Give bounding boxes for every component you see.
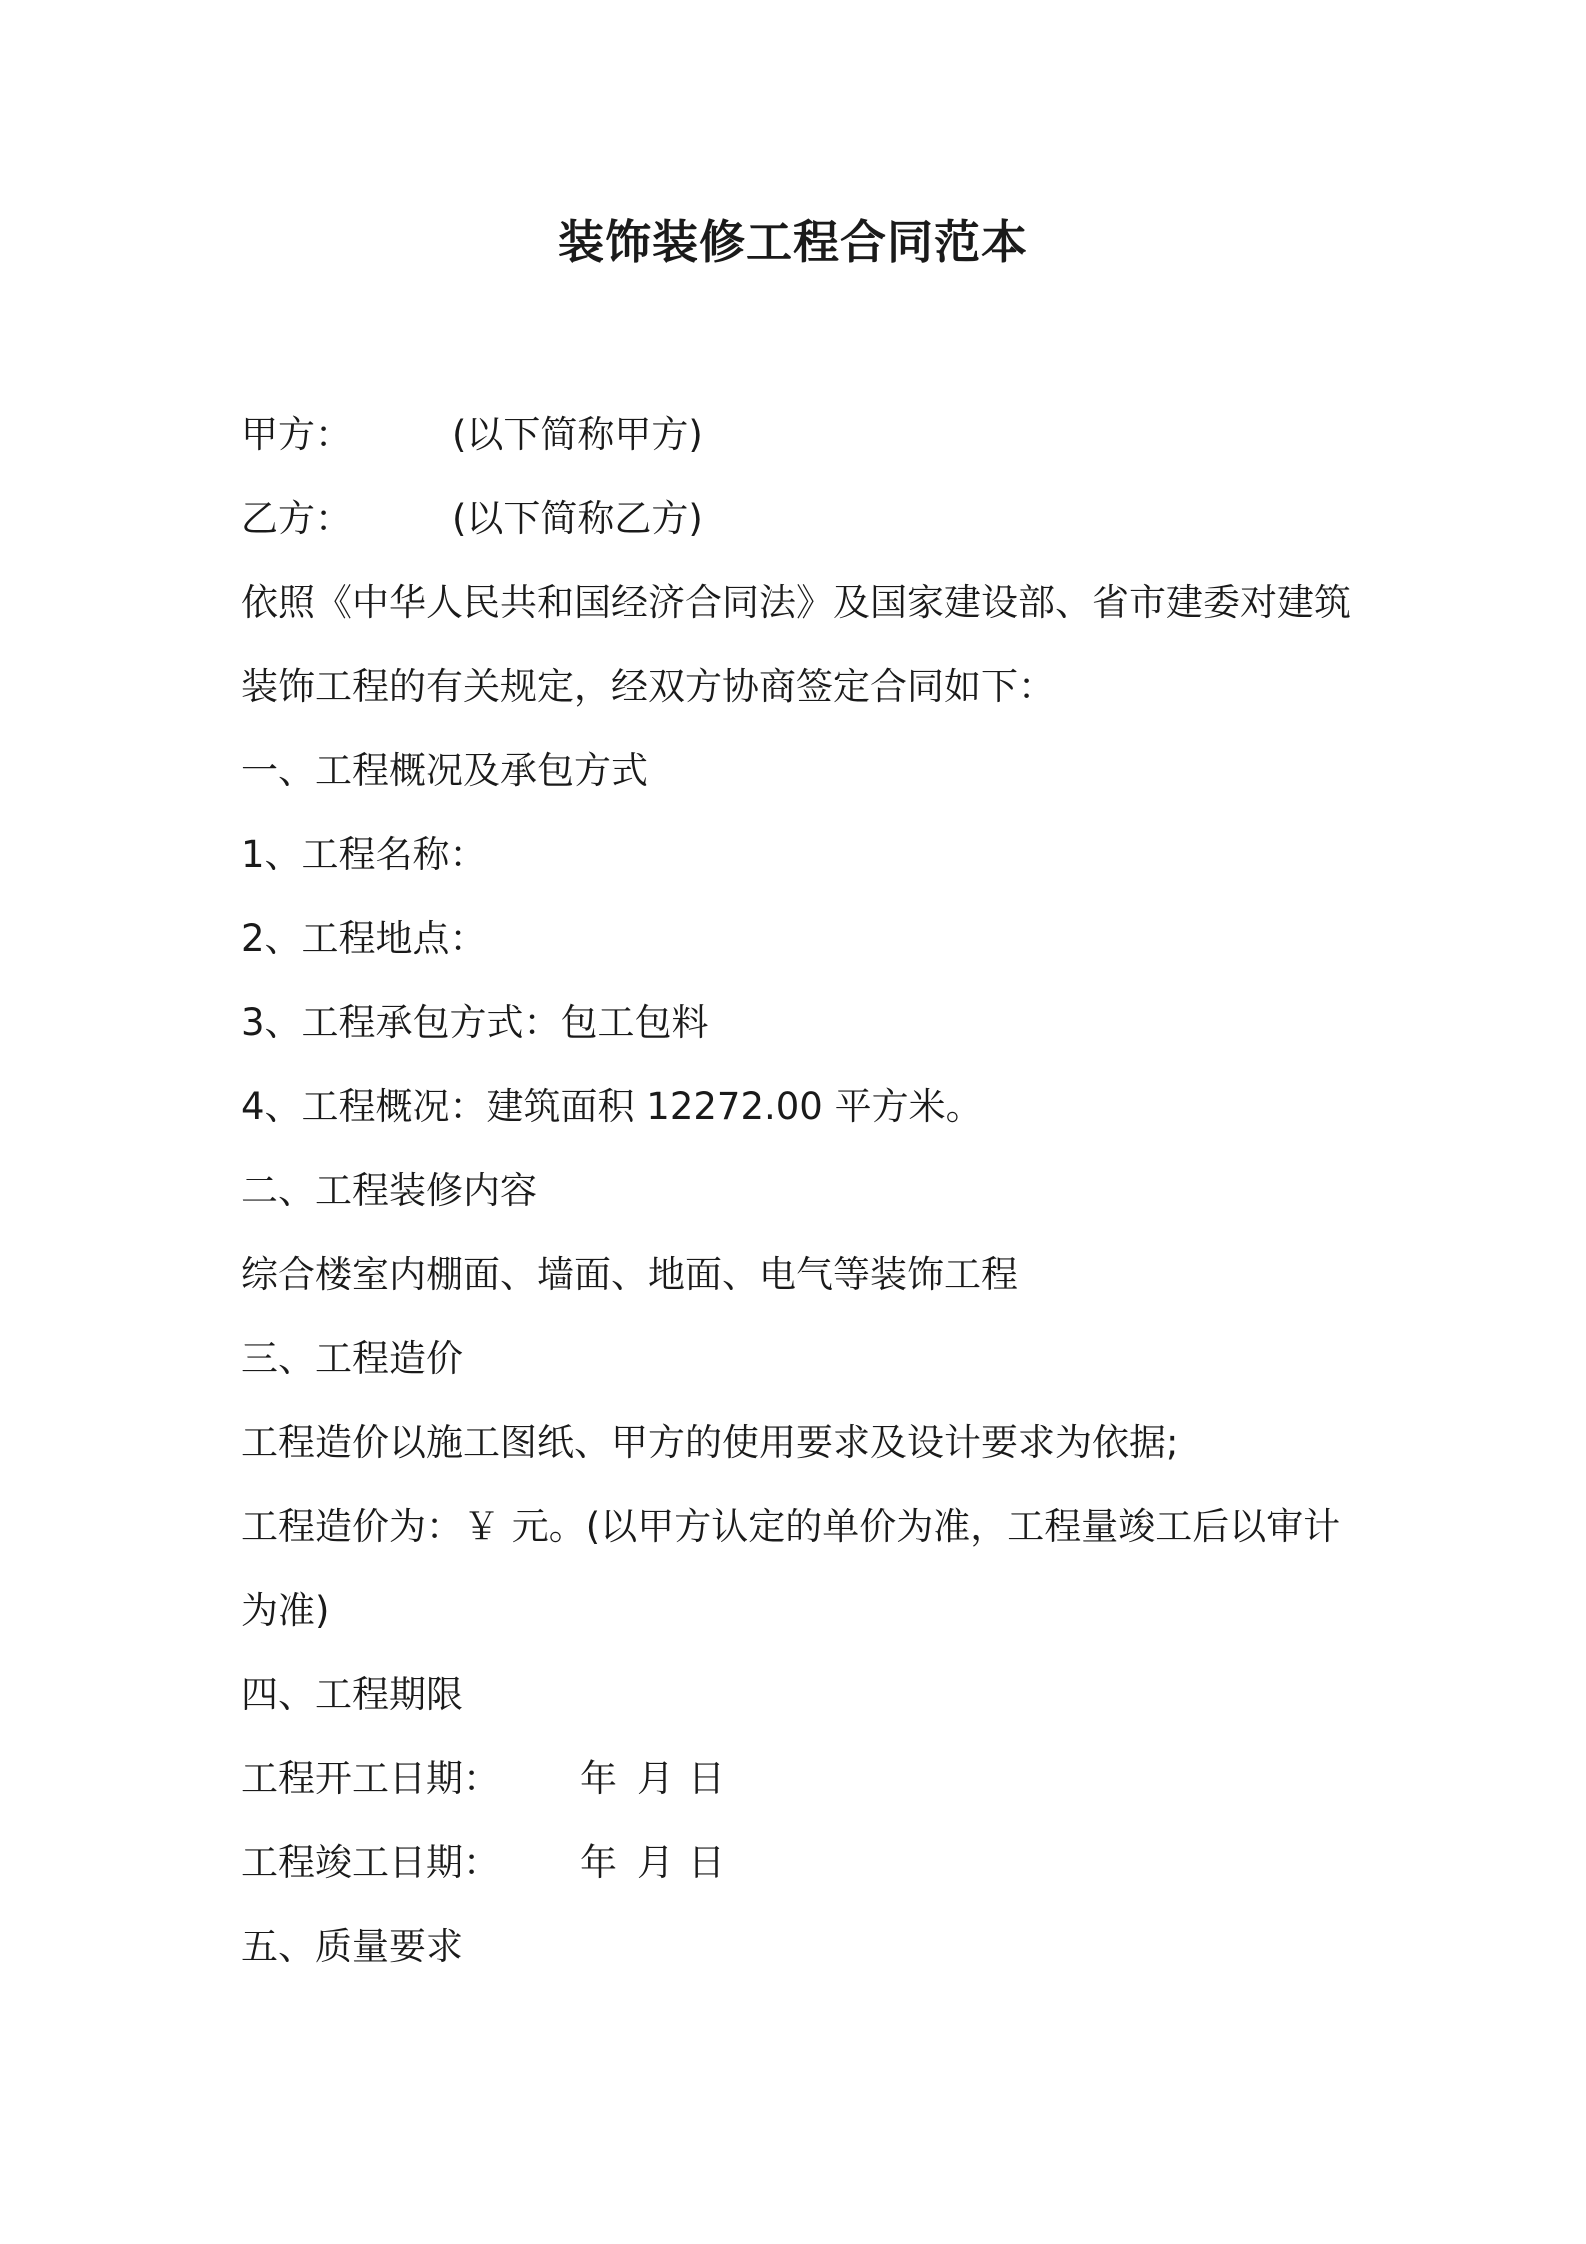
section-4-heading: 四、工程期限 — [241, 1673, 463, 1716]
party-a-line — [241, 410, 703, 460]
party-a-label: 甲方： — [241, 413, 352, 456]
start-date-line — [241, 1754, 725, 1804]
project-name-item: 1、工程名称： — [241, 833, 487, 876]
party-b-line — [241, 494, 703, 544]
end-month: 月 — [637, 1841, 674, 1884]
party-a-note: (以下简称甲方) — [452, 413, 703, 456]
section-5-heading: 五、质量要求 — [241, 1925, 463, 1968]
price-basis: 工程造价以施工图纸、甲方的使用要求及设计要求为依据; — [241, 1421, 1179, 1464]
preamble-line-1: 依照《中华人民共和国经济合同法》及国家建设部、省市建委对建筑 — [241, 581, 1351, 624]
party-b-label: 乙方： — [241, 497, 352, 540]
preamble-line-2: 装饰工程的有关规定，经双方协商签定合同如下： — [241, 665, 1055, 708]
project-location-item: 2、工程地点： — [241, 917, 487, 960]
project-overview-item: 4、工程概况：建筑面积 12272.00 平方米。 — [241, 1085, 983, 1128]
decoration-content: 综合楼室内棚面、墙面、地面、电气等装饰工程 — [241, 1253, 1018, 1296]
start-date-label: 工程开工日期： — [241, 1757, 500, 1800]
document-title: 装饰装修工程合同范本 — [558, 215, 1028, 269]
end-date-label: 工程竣工日期： — [241, 1841, 500, 1884]
price-line-1: 工程造价为：￥ 元。(以甲方认定的单价为准，工程量竣工后以审计 — [241, 1505, 1341, 1548]
end-year: 年 — [580, 1841, 617, 1884]
start-year: 年 — [580, 1757, 617, 1800]
start-day: 日 — [688, 1757, 725, 1800]
end-day: 日 — [688, 1841, 725, 1884]
end-date-line — [241, 1838, 725, 1888]
section-1-heading: 一、工程概况及承包方式 — [241, 749, 648, 792]
section-3-heading: 三、工程造价 — [241, 1337, 463, 1380]
start-month: 月 — [637, 1757, 674, 1800]
contract-method-item: 3、工程承包方式：包工包料 — [241, 1001, 709, 1044]
party-b-note: (以下简称乙方) — [452, 497, 703, 540]
price-line-2: 为准) — [241, 1589, 330, 1632]
section-2-heading: 二、工程装修内容 — [241, 1169, 537, 1212]
